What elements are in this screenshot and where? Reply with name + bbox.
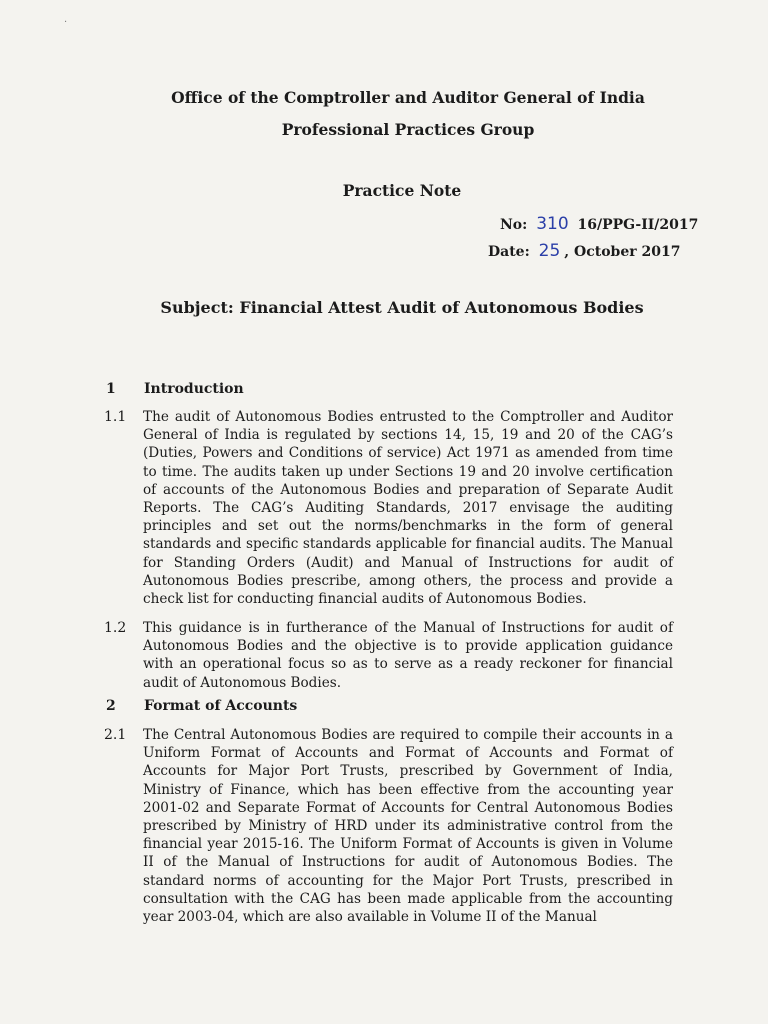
paragraph-1-1: The audit of Autonomous Bodies entrusted to the Comptroller and Auditor General of India is regulated by sections 14, 15, 19 and 20 of the CAG’s (Duties, Powers and Conditions of service) Act 1971 as amended from time to time. The audits taken up under Sections 19 and 20 involve certification of accounts of the Autonomous Bodies and preparation of Separate Audit Reports. The CAG’s Auditing Standards, 2017 envisage the auditing principles and set out the norms/benchmarks in the form of general standards and specific standards applicable for financial audits. The Manual for Standing Orders (Audit) and Manual of Instructions for audit of Autonomous Bodies prescribe, among others, the process and provide a check list for conducting financial audits of Autonomous Bodies.	[143, 409, 673, 608]
section-number: 1	[106, 381, 116, 397]
section-title-introduction: Introduction	[144, 381, 244, 397]
doc-type-heading: Practice Note	[342, 181, 462, 200]
handwritten-number: 310	[536, 214, 569, 234]
paragraph-number: 2.1	[104, 727, 127, 743]
paragraph-number: 1.1	[104, 409, 127, 425]
office-heading: Office of the Comptroller and Auditor General of India	[171, 88, 645, 107]
group-heading: Professional Practices Group	[281, 120, 535, 139]
date-value: , October 2017	[564, 244, 681, 260]
section-number: 2	[106, 698, 116, 714]
paragraph-1-2: This guidance is in furtherance of the Manual of Instructions for audit of Autonomous Bodies and the objective is to provide application guidance with an operational focus so as to serve as a ready reckoner for financial audit of Autonomous Bodies.	[143, 620, 673, 691]
no-value: 16/PPG-II/2017	[577, 217, 699, 233]
paragraph-2-1: The Central Autonomous Bodies are required to compile their accounts in a Uniform Format of Accounts and Format of Accounts and Format of Accounts for Major Port Trusts, prescribed by Government of India, Ministry of Finance, which has been effective from the accounting year 2001-02 and Separate Format of Accounts for Central Autonomous Bodies prescribed by Ministry of HRD under its administrative control from the financial year 2015-16. The Uniform Format of Accounts is given in Volume II of the Manual of Instructions for audit of Autonomous Bodies. The standard norms of accounting for the Major Port Trusts, prescribed in consultation with the CAG has been made applicable from the accounting year 2003-04, which are also available in Volume II of the Manual	[143, 727, 673, 926]
section-title-format-of-accounts: Format of Accounts	[144, 698, 298, 714]
scan-speck: .	[64, 14, 68, 25]
no-label: No:	[500, 217, 528, 233]
reference-number	[500, 214, 698, 234]
subject-line: Subject: Financial Attest Audit of Autonomous Bodies	[160, 298, 644, 317]
paragraph-number: 1.2	[104, 620, 127, 636]
document-date	[488, 241, 680, 261]
handwritten-day: 25	[538, 241, 561, 261]
date-label: Date:	[488, 244, 530, 260]
